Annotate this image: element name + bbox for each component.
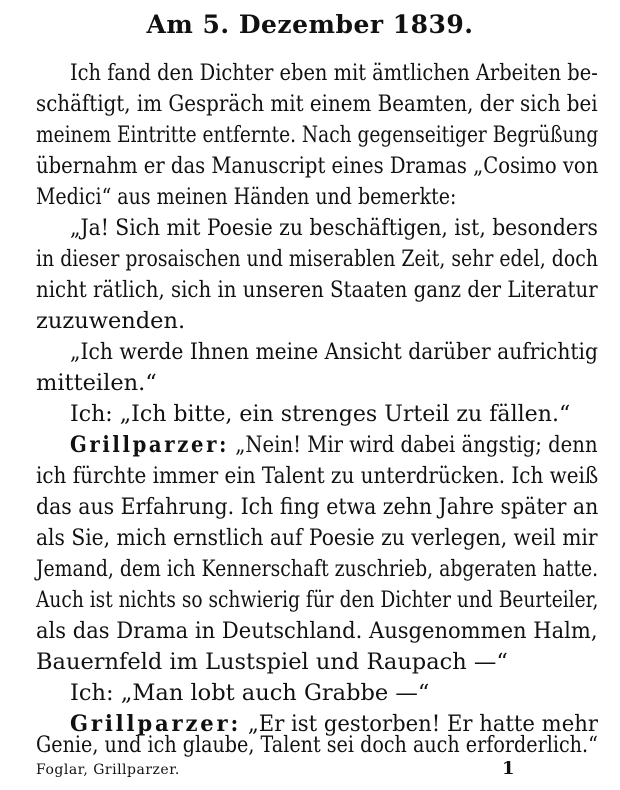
text-line: das aus Erfahrung. Ich fing etwa zehn Jahre später an — [36, 494, 599, 520]
text-line: schäftigt, im Gespräch mit einem Beamten, der sich bei — [36, 91, 598, 117]
speech-text: „Er ist gestorben! Er hatte mehr — [241, 711, 598, 737]
text-line: meinem Eintritte entfernte. Nach gegenseitiger Begrüßung — [36, 122, 599, 148]
text-line: Genie, und ich glaube, Talent sei doch auch erforderlich.“ — [36, 732, 598, 758]
text-line: Bauernfeld im Lustspiel und Raupach —“ — [36, 649, 508, 675]
text-line: Ich: „Ich bitte, ein strenges Urteil zu fällen.“ — [70, 401, 571, 427]
text-line: Ich fand den Dichter eben mit ämtlichen Arbeiten be- — [70, 60, 598, 86]
signature-mark: Foglar, Grillparzer. — [36, 762, 180, 778]
text-line: Medici“ aus meinen Händen und bemerkte: — [36, 184, 457, 210]
text-line: Ich: „Man lobt auch Grabbe —“ — [70, 680, 430, 706]
text-line: Auch ist nichts so schwierig für den Dichter und Beurteiler, — [36, 587, 599, 613]
text-line: „Ich werde Ihnen meine Ansicht darüber aufrichtig — [70, 339, 598, 365]
text-line: als das Drama in Deutschland. Ausgenommen Halm, — [36, 618, 598, 644]
speech-text: „Nein! Mir wird dabei ängstig; denn — [228, 432, 598, 458]
text-line — [70, 430, 598, 460]
text-line: zuzuwenden. — [36, 308, 186, 334]
page-number: 1 — [502, 758, 515, 779]
text-line: übernahm er das Manuscript eines Dramas „Cosimo von — [36, 153, 599, 179]
speaker-name: Grillparzer: — [70, 432, 229, 458]
speaker-name: Grillparzer: — [70, 711, 242, 737]
text-line: ich fürchte immer ein Talent zu unterdrücken. Ich weiß — [36, 463, 599, 489]
text-line: „Ja! Sich mit Poesie zu beschäftigen, ist, besonders — [70, 215, 598, 241]
text-line: als Sie, mich ernstlich auf Poesie zu verlegen, weil mir — [36, 525, 598, 551]
text-line: in dieser prosaischen und miserablen Zeit, sehr edel, doch — [36, 246, 598, 272]
text-line: Jemand, dem ich Kennerschaft zuschrieb, abgeraten hatte. — [36, 556, 599, 582]
section-heading: Am 5. Dezember 1839. — [146, 10, 474, 39]
text-line: mitteilen.“ — [36, 370, 157, 396]
text-line: nicht rätlich, sich in unseren Staaten ganz der Literatur — [36, 277, 598, 303]
